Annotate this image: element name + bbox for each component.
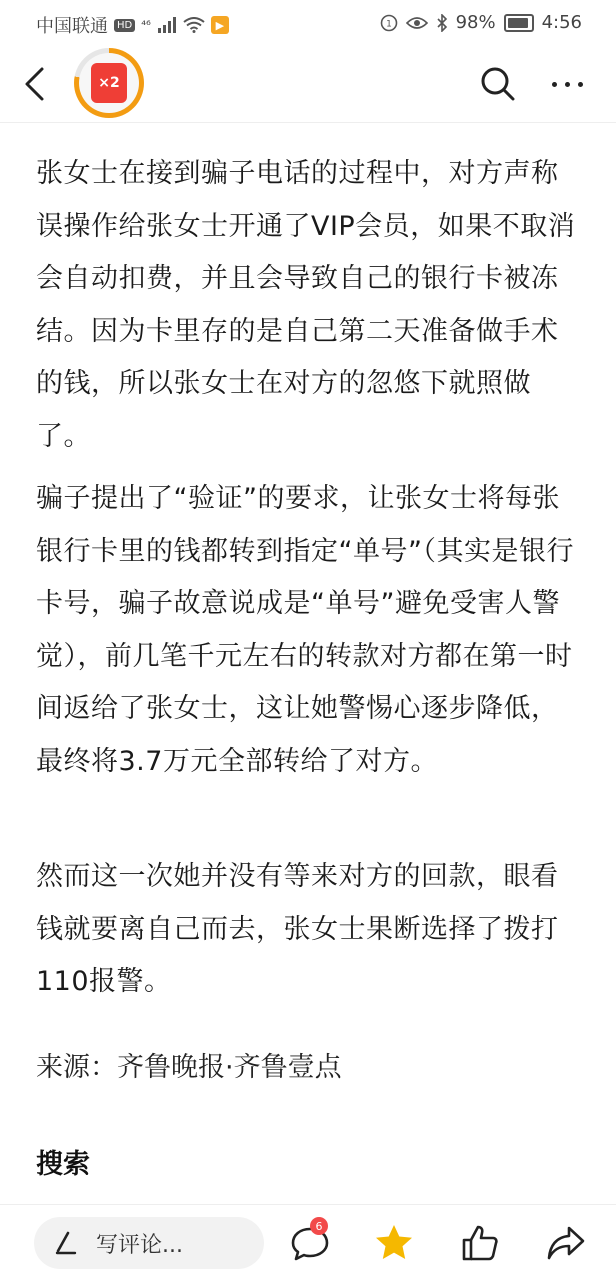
more-icon[interactable] bbox=[552, 76, 592, 92]
article-paragraph-2: 骗子提出了“验证”的要求，让张女士将每张银行卡里的钱都转到指定“单号”（其实是银行卡号，骗子故意说成是“单号”避免受害人警觉），前几笔千元左右的转款对方都在第一时间返给了张女士，这让她警惕心逐步降低，最终将3.7万元全部转给了对方。 bbox=[36, 483, 574, 777]
carrier-name: 中国联通 bbox=[36, 16, 108, 37]
search-section-heading: 搜索 bbox=[36, 1149, 90, 1180]
hd-badge: HD bbox=[114, 19, 135, 32]
article-paragraph-1: 张女士在接到骗子电话的过程中，对方声称误操作给张女士开通了VIP会员，如果不取消会自动扣费，并且会导致自己的银行卡被冻结。因为卡里存的是自己第二天准备做手术的钱，所以张女士在对方的忽悠下就照做了。 bbox=[36, 158, 576, 452]
share-icon[interactable] bbox=[546, 1223, 586, 1263]
signal-icon bbox=[157, 17, 177, 33]
battery-icon bbox=[504, 14, 534, 32]
thumbs-up-icon[interactable] bbox=[460, 1223, 500, 1263]
video-app-icon: ▶ bbox=[211, 16, 229, 34]
status-bar bbox=[0, 0, 616, 46]
article-source: 来源：齐鲁晚报·齐鲁壹点 bbox=[36, 1052, 342, 1083]
more-dot bbox=[565, 82, 570, 87]
reward-multiplier: ×2 bbox=[98, 75, 120, 91]
wifi-icon bbox=[183, 17, 205, 33]
comments-button[interactable] bbox=[290, 1219, 330, 1263]
battery-percent: 98% bbox=[455, 12, 496, 33]
comment-input[interactable] bbox=[34, 1217, 264, 1269]
clock: 4:56 bbox=[541, 12, 582, 33]
network-type: ⁴⁶ bbox=[141, 18, 151, 32]
reward-timer-button[interactable] bbox=[74, 48, 144, 118]
search-icon[interactable] bbox=[478, 64, 518, 104]
bluetooth-icon bbox=[436, 14, 448, 32]
more-dot bbox=[578, 82, 583, 87]
bottom-action-bar bbox=[0, 1204, 616, 1281]
article-header bbox=[0, 46, 616, 123]
comment-placeholder: 写评论... bbox=[96, 1232, 183, 1258]
comment-count-badge: 6 bbox=[310, 1217, 328, 1235]
reward-timer-inner bbox=[79, 53, 139, 113]
star-icon[interactable] bbox=[374, 1223, 414, 1263]
article-paragraph-3: 然而这一次她并没有等来对方的回款，眼看钱就要离自己而去，张女士果断选择了拨打110报警。 bbox=[36, 861, 559, 997]
eye-icon bbox=[406, 16, 428, 30]
more-dot bbox=[552, 82, 557, 87]
data-saver-icon bbox=[380, 14, 398, 32]
red-packet-icon bbox=[91, 63, 127, 103]
pen-icon bbox=[54, 1231, 78, 1255]
back-icon[interactable] bbox=[20, 66, 50, 102]
svg-text:1: 1 bbox=[385, 19, 392, 29]
